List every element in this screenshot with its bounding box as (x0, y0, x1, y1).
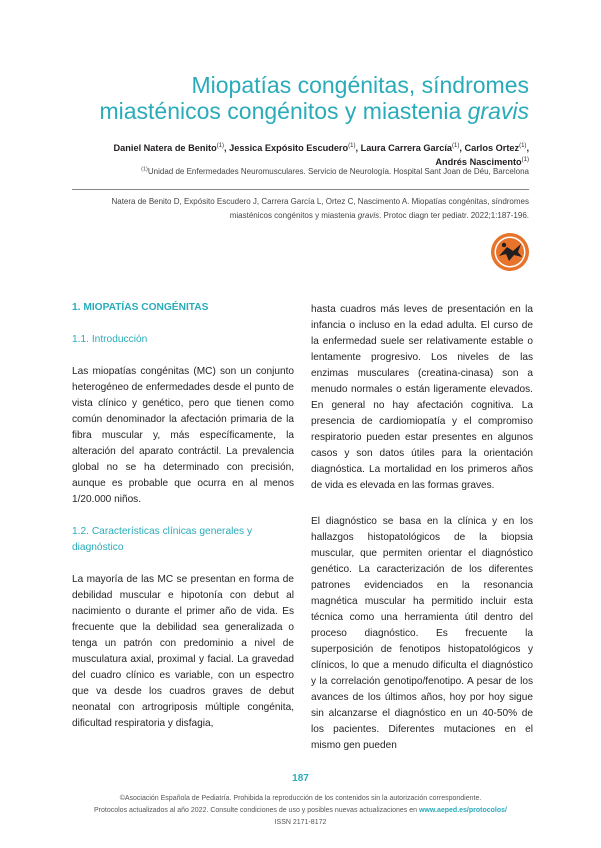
update-notice: Protocolos actualizados al año 2022. Consulte condiciones de uso y posibles nuevas actualizaciones en (94, 807, 419, 814)
author: Daniel Natera de Benito$^{(1)}$, (113, 142, 230, 153)
citation-line-1: Natera de Benito D, Expósito Escudero J, Carrera García L, Ortez C, Nascimento A. Miopatías congénitas, síndromes (111, 197, 529, 206)
title-line-2-text: miasténicos congénitos y miastenia (99, 98, 468, 124)
paragraph: Las miopatías congénitas (MC) son un conjunto heterogéneo de enfermedades desde el punto de vista clínico y genético, pero que tienen como común denominador la afectación primaria de la fibra muscular y, más específicamente, la alteración del aparato contráctil. La prevalencia global no se ha determinado con precisión, aunque es probable que ocurra en al menos 1/20.000 niños. (72, 366, 294, 505)
citation-line-2: miasténicos congénitos y miastenia (229, 211, 358, 220)
title-italic: gravis (467, 98, 529, 124)
column-left (72, 300, 294, 732)
title-line-1: Miopatías congénitas, síndromes (191, 72, 529, 98)
citation (59, 195, 529, 223)
citation-end: . Protoc diagn ter pediatr. 2022;1:187-196. (379, 211, 529, 220)
page-footer (0, 793, 601, 829)
author-list (59, 141, 529, 169)
article-title (59, 72, 529, 124)
paragraph: La mayoría de las MC se presentan en forma de debilidad muscular e hipotonía con debut al nacimiento o durante el primer año de vida. Es frecuente que la debilidad sea generalizada o tenga un patrón con predominio a nivel de musculatura axial, proximal y facial. La gravedad del cuadro clínico es variable, con un espectro que va desde los cuadros graves de debut neonatal con artrogriposis múltiple congénita, dificultad respiratoria y disfagia, (72, 574, 294, 729)
author: Jessica Expósito Escudero$^{(1)}$, (229, 142, 361, 153)
section-heading: 1. MIOPATÍAS CONGÉNITAS (72, 302, 209, 313)
copyright: ©Asociación Española de Pediatría. Prohibida la reproducción de los contenidos sin la autorización correspondiente. (119, 795, 482, 802)
affiliation: $^{(1)}$Unidad de Enfermedades Neuromusculares. Servicio de Neurología. Hospital Sant Joan de Déu, Barcelona (141, 166, 529, 176)
author: Carlos Ortez$^{(1)}$, (464, 142, 529, 153)
header-divider (72, 189, 529, 190)
subsection-heading: 1.2. Características clínicas generales y diagnóstico (72, 526, 253, 553)
author: Andrés Nascimento$^{(1)}$ (435, 156, 529, 167)
title-line-2 (59, 98, 529, 124)
paragraph: El diagnóstico se basa en la clínica y en los hallazgos histopatológicos de la biopsia muscular, que permiten orientar el diagnóstico genético. La caracterización de los diferentes patrones evidenciados en la resonancia magnética muscular ha permitido incluir esta técnica como una herramienta útil dentro del proceso diagnóstico. Es frecuente la superposición de fenotipos histopatológicos y clínicos, lo que a menudo dificulta el diagnóstico y la correlación genotipo/fenotipo. A pesar de los avances de los últimos años, hoy por hoy sigue sin alcanzarse el diagnóstico en un 40-50% de los pacientes. Diferentes mutaciones en el mismo gen pueden (311, 516, 533, 751)
column-right (311, 302, 533, 754)
protocols-link[interactable]: www.aeped.es/protocolos/ (418, 807, 507, 814)
paragraph: hasta cuadros más leves de presentación en la infancia o incluso en la edad adulta. El curso de la enfermedad suele ser relativamente estable o lentamente progresivo. Los niveles de las enzimas musculares (creatina-cinasa) son a menudo normales o están ligeramente elevados. En general no hay afectación cognitiva. La presencia de cardiomiopatía y el compromiso respiratorio pueden estar presentes en algunos casos y son datos útiles para la orientación diagnóstica. La mortalidad en los primeros años de vida es elevada en las formas graves. (311, 304, 533, 491)
aep-logo-icon (490, 232, 530, 272)
page-number: 187 (292, 773, 309, 784)
citation-italic: gravis (357, 211, 380, 220)
author: Laura Carrera García$^{(1)}$, (360, 142, 465, 153)
subsection-heading: 1.1. Introducción (72, 334, 148, 345)
issn: ISSN 2171-8172 (274, 819, 327, 826)
